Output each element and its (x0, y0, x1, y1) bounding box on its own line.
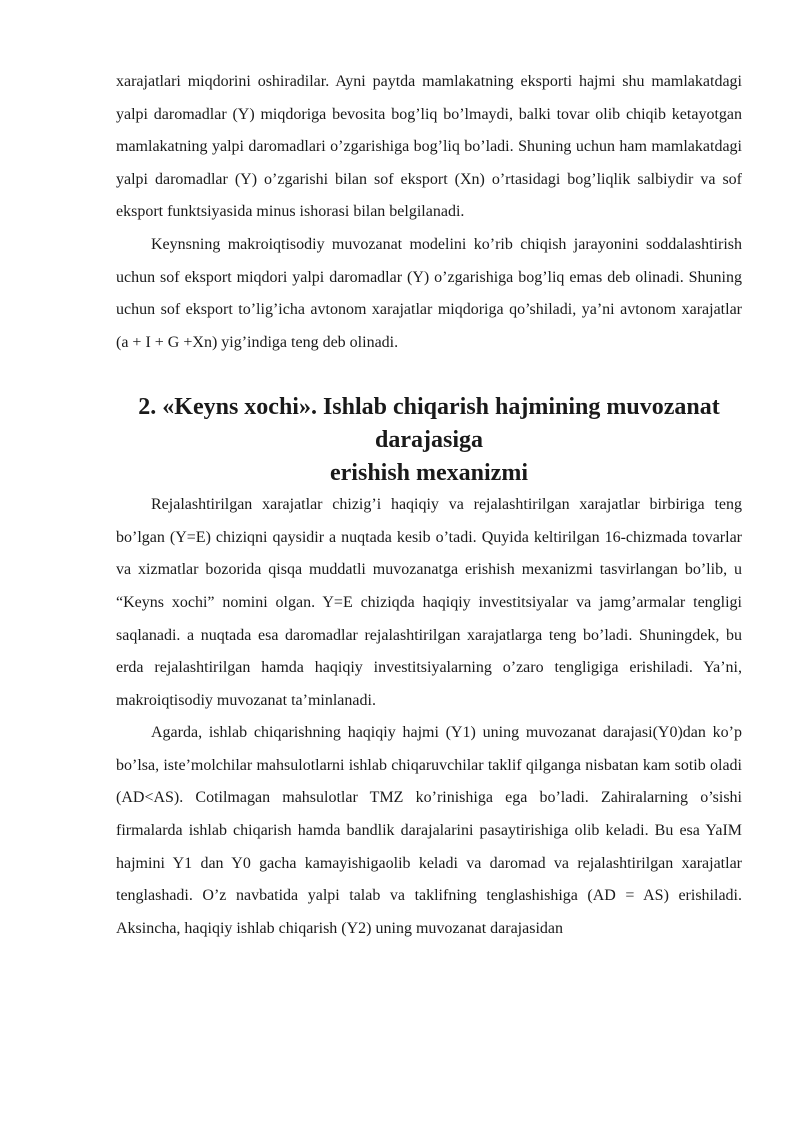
section-heading-line-2: erishish mexanizmi (330, 459, 528, 486)
document-page (116, 66, 742, 945)
paragraph-1: xarajatlari miqdorini oshiradilar. Ayni paytda mamlakatning eksporti hajmi shu mamlakatdagi yalpi daromadlar (Y) miqdoriga bevosita bog’liq bo’lmaydi, balki tovar olib chiqib ketayotgan mamlakatning yalpi daromadlari o’zgarishiga bog’liq bo’ladi. Shuning uchun ham mamlakatdagi yalpi daromadlar (Y) o’zgarishi bilan sof eksport (Xn) o’rtasidagi bog’liqlik salbiydir va sof eksport funktsiyasida minus ishorasi bilan belgilanadi. (116, 73, 742, 221)
paragraph-4: Agarda, ishlab chiqarishning haqiqiy hajmi (Y1) uning muvozanat darajasi(Y0)dan ko’p bo’lsa, iste’molchilar mahsulotlarni ishlab chiqaruvchilar taklif qilganga nisbatan kam sotib oladi (AD<AS). Cotilmagan mahsulotlar TMZ ko’rinishiga ega bo’ladi. Zahiralarning o’sishi firmalarda ishlab chiqarish hamda bandlik darajalarini pasaytirishiga olib keladi. Bu esa YaIM hajmini Y1 dan Y0 gacha kamayishigaolib keladi va daromad va rejalashtirilgan xarajatlar tenglashadi. O’z navbatida yalpi talab va taklifning tenglashishiga (AD = AS) erishiladi. Aksincha, haqiqiy ishlab chiqarish (Y2) uning muvozanat darajasidan (116, 724, 742, 937)
section-heading (116, 391, 742, 489)
paragraph-3: Rejalashtirilgan xarajatlar chizig’i haqiqiy va rejalashtirilgan xarajatlar birbiriga teng bo’lgan (Y=E) chiziqni qaysidir a nuqtada kesib o’tadi. Quyida keltirilgan 16-chizmada tovarlar va xizmatlar bozorida qisqa muddatli muvozanatga erishish mexanizmi tasvirlangan bo’lib, u “Keyns xochi” nomini olgan. Y=E chiziqda haqiqiy investitsiyalar va jamg’armalar tengligi saqlanadi. a nuqtada esa daromadlar rejalashtirilgan xarajatlarga teng bo’ladi. Shuningdek, bu erda rejalashtirilgan hamda haqiqiy investitsiyalarning o’zaro tengligiga erishiladi. Ya’ni, makroiqtisodiy muvozanat ta’minlanadi. (116, 496, 742, 709)
section-heading-line-1: 2. «Keyns xochi». Ishlab chiqarish hajmining muvozanat darajasiga (138, 394, 720, 453)
paragraph-2: Keynsning makroiqtisodiy muvozanat modelini ko’rib chiqish jarayonini soddalashtirish uchun sof eksport miqdori yalpi daromadlar (Y) o’zgarishiga bog’liq emas deb olinadi. Shuning uchun sof eksport to’lig’icha avtonom xarajatlar miqdoriga qo’shiladi, ya’ni avtonom xarajatlar (a + I + G +Xn) yig’indiga teng deb olinadi. (116, 235, 742, 351)
